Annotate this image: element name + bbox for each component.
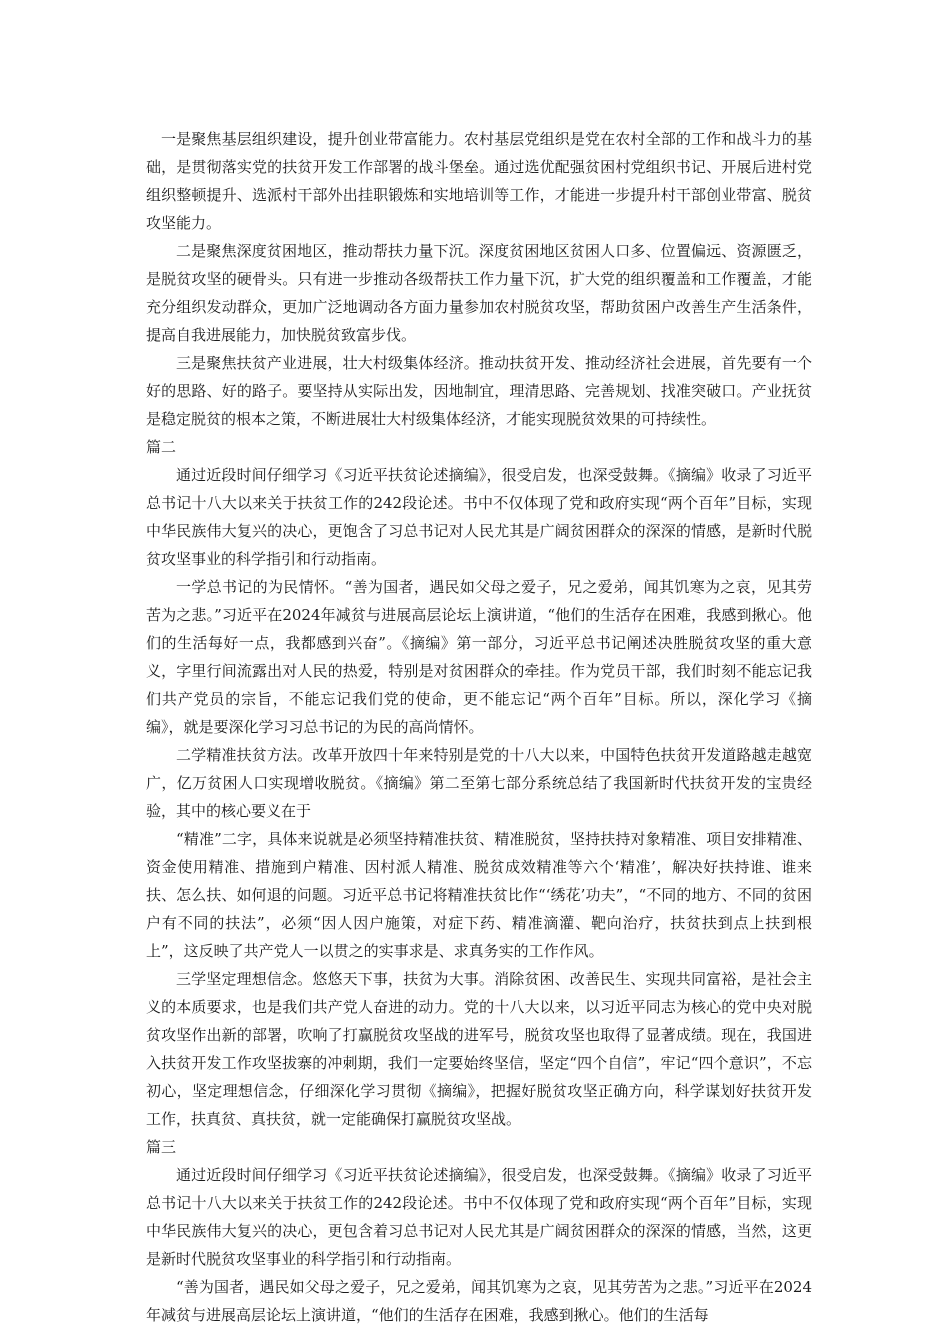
paragraph-2: 二是聚焦深度贫困地区，推动帮扶力量下沉。深度贫困地区贫困人口多、位置偏远、资源匮乏，是脱贫攻坚的硬骨头。只有进一步推动各级帮扶工作力量下沉，扩大党的组织覆盖和工作覆盖，才能充分组织发动群众，更加广泛地调动各方面力量参加农村脱贫攻坚，帮助贫困户改善生产生活条件，提高自我进展能力，加快脱贫致富步伐。 <box>146 242 812 344</box>
paragraph-9: 通过近段时间仔细学习《习近平扶贫论述摘编》，很受启发，也深受鼓舞。《摘编》收录了习近平总书记十八大以来关于扶贫工作的242段论述。书中不仅体现了党和政府实现“两个百年”目标，实现中华民族伟大复兴的决心，更包含着习总书记对人民尤其是广阔贫困群众的深深的情感，当然，这更是新时代脱贫攻坚事业的科学指引和行动指南。 <box>146 1166 812 1268</box>
paragraph-8: 三学坚定理想信念。悠悠天下事，扶贫为大事。消除贫困、改善民生、实现共同富裕，是社会主义的本质要求，也是我们共产党人奋进的动力。党的十八大以来，以习近平同志为核心的党中央对脱贫攻坚作出新的部署，吹响了打赢脱贫攻坚战的进军号，脱贫攻坚也取得了显著成绩。现在，我国进入扶贫开发工作攻坚拔寨的冲刺期，我们一定要始终坚信，坚定“四个自信”，牢记“四个意识”，不忘初心，坚定理想信念，仔细深化学习贯彻《摘编》，把握好脱贫攻坚正确方向，科学谋划好扶贫开发工作，扶真贫、真扶贫，就一定能确保打赢脱贫攻坚战。 <box>146 970 812 1128</box>
paragraph-6: 二学精准扶贫方法。改革开放四十年来特别是党的十八大以来，中国特色扶贫开发道路越走越宽广，亿万贫困人口实现增收脱贫。《摘编》第二至第七部分系统总结了我国新时代扶贫开发的宝贵经验，其中的核心要义在于 <box>146 746 812 820</box>
paragraph-1: 一是聚焦基层组织建设，提升创业带富能力。农村基层党组织是党在农村全部的工作和战斗力的基础，是贯彻落实党的扶贫开发工作部署的战斗堡垒。通过选优配强贫困村党组织书记、开展后进村党组织整顿提升、选派村干部外出挂职锻炼和实地培训等工作，才能进一步提升村干部创业带富、脱贫攻坚能力。 <box>146 130 812 232</box>
section-heading-part-two: 篇二 <box>146 438 177 456</box>
paragraph-7: “精准”二字，具体来说就是必须坚持精准扶贫、精准脱贫，坚持扶持对象精准、项目安排精准、资金使用精准、措施到户精准、因村派人精准、脱贫成效精准等六个‘精准’，解决好扶持谁、谁来扶、怎么扶、如何退的问题。习近平总书记将精准扶贫比作“‘绣花’功夫”，“不同的地方、不同的贫困户有不同的扶法”，必须“因人因户施策，对症下药、精准滴灌、靶向治疗，扶贫扶到点上扶到根上”，这反映了共产党人一以贯之的实事求是、求真务实的工作作风。 <box>146 830 812 960</box>
paragraph-3: 三是聚焦扶贫产业进展，壮大村级集体经济。推动扶贫开发、推动经济社会进展，首先要有一个好的思路、好的路子。要坚持从实际出发，因地制宜，理清思路、完善规划、找准突破口。产业抚贫是稳定脱贫的根本之策，不断进展壮大村级集体经济，才能实现脱贫效果的可持续性。 <box>146 354 812 428</box>
document-page <box>146 125 812 1329</box>
paragraph-5: 一学总书记的为民情怀。“善为国者，遇民如父母之爱子，兄之爱弟，闻其饥寒为之哀，见其劳苦为之悲。”习近平在2024年减贫与进展高层论坛上演讲道，“他们的生活存在困难，我感到揪心。他们的生活每好一点，我都感到兴奋”。《摘编》第一部分，习近平总书记阐述决胜脱贫攻坚的重大意义，字里行间流露出对人民的热爱，特别是对贫困群众的牵挂。作为党员干部，我们时刻不能忘记我们共产党员的宗旨，不能忘记我们党的使命，更不能忘记“两个百年”目标。所以，深化学习《摘编》，就是要深化学习习总书记的为民的高尚情怀。 <box>146 578 812 736</box>
paragraph-4: 通过近段时间仔细学习《习近平扶贫论述摘编》，很受启发，也深受鼓舞。《摘编》收录了习近平总书记十八大以来关于扶贫工作的242段论述。书中不仅体现了党和政府实现“两个百年”目标，实现中华民族伟大复兴的决心，更饱含了习总书记对人民尤其是广阔贫困群众的深深的情感，是新时代脱贫攻坚事业的科学指引和行动指南。 <box>146 466 812 568</box>
paragraph-10: “善为国者，遇民如父母之爱子，兄之爱弟，闻其饥寒为之哀，见其劳苦为之悲。”习近平在2024年减贫与进展高层论坛上演讲道，“他们的生活存在困难，我感到揪心。他们的生活每 <box>146 1278 812 1324</box>
section-heading-part-three: 篇三 <box>146 1138 177 1156</box>
